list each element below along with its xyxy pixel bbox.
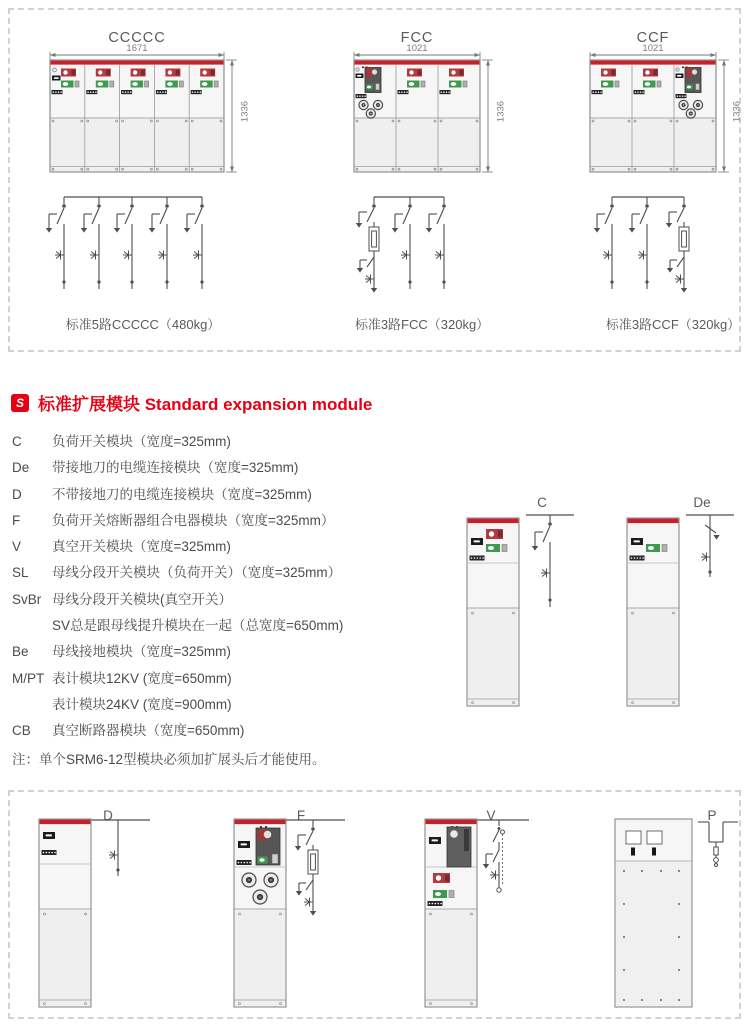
module-row	[12, 666, 452, 692]
s-logo-icon: S	[11, 394, 29, 412]
standard-combinations-panel	[8, 8, 741, 352]
fcc-schematic	[352, 184, 502, 306]
module-v-cabinet	[424, 818, 480, 1010]
figure-module-d	[38, 810, 168, 1015]
module-code	[12, 613, 52, 639]
module-row	[12, 639, 452, 665]
ccf-schematic	[588, 184, 738, 306]
module-row	[12, 482, 452, 508]
note-line: 注：单个SRM6-12型模块必须加扩展头后才能使用。	[12, 752, 326, 767]
module-desc: 母线分段开关模块（负荷开关）（宽度=325mm）	[52, 565, 342, 581]
figure-module-f	[233, 810, 363, 1015]
module-desc: 负荷开关模块（宽度=325mm)	[52, 434, 231, 449]
section-heading-text: 标准扩展模块 Standard expansion module	[38, 395, 373, 414]
height-dimension-label: 1336	[495, 100, 507, 123]
module-code: CB	[12, 723, 31, 739]
module-desc: 母线接地模块（宽度=325mm)	[52, 644, 231, 660]
module-label: F	[296, 808, 306, 823]
module-code: C	[12, 434, 22, 449]
module-f-cabinet	[233, 818, 289, 1010]
module-code: D	[12, 486, 22, 502]
module-d-schematic	[88, 810, 158, 922]
figure-caption: 标准5路CCCCC（480kg）	[65, 317, 221, 332]
module-label: De	[693, 495, 711, 510]
module-p-schematic	[696, 810, 750, 922]
module-code: SvBr	[12, 591, 42, 607]
expansion-modules-panel	[8, 790, 741, 1019]
module-code: M/PT	[12, 670, 45, 686]
fcc-cabinet-drawing	[352, 52, 502, 184]
module-v-schematic	[474, 810, 544, 922]
module-desc: 负荷开关熔断器组合电器模块（宽度=325mm）	[52, 512, 335, 528]
module-de-cabinet	[626, 517, 682, 709]
height-dimension-label: 1336	[239, 100, 251, 123]
figure-module-p	[614, 810, 749, 1015]
width-dimension-label: 1021	[642, 43, 664, 54]
figure-module-c	[466, 495, 586, 715]
module-desc: 表计模块12KV (宽度=650mm)	[52, 670, 232, 686]
module-code: SL	[12, 565, 29, 581]
module-c-cabinet	[466, 517, 522, 709]
module-desc: 真空断路器模块（宽度=650mm)	[52, 723, 245, 739]
figure-title: FCC	[400, 30, 434, 46]
figure-caption: 标准3路CCF（320kg）	[605, 317, 741, 332]
module-label: C	[537, 495, 547, 510]
module-desc: 母线分段开关模块(真空开关）	[52, 591, 232, 607]
module-row	[12, 455, 452, 481]
figure-ccf	[588, 28, 748, 348]
height-dimension-label: 1336	[731, 100, 743, 123]
module-row	[12, 587, 452, 613]
module-code: F	[12, 512, 21, 528]
figure-module-de	[626, 495, 746, 715]
module-label: D	[103, 808, 113, 823]
figure-title: CCF	[636, 30, 670, 46]
figure-module-v	[424, 810, 554, 1015]
module-code	[12, 692, 52, 718]
module-code: Be	[12, 644, 29, 660]
module-desc: 带接地刀的电缆连接模块（宽度=325mm)	[52, 460, 299, 476]
section-heading	[11, 390, 372, 415]
module-row	[12, 508, 452, 534]
module-row	[12, 613, 452, 639]
figure-title: CCCCC	[108, 30, 166, 46]
module-row	[12, 718, 452, 744]
module-desc: 表计模块24KV (宽度=900mm)	[52, 696, 232, 712]
ccf-cabinet-drawing	[588, 52, 738, 184]
module-row	[12, 534, 452, 560]
figure-caption: 标准3路FCC（320kg）	[354, 317, 490, 332]
module-row	[12, 692, 452, 718]
module-f-schematic	[283, 810, 353, 922]
module-desc: 不带接地刀的电缆连接模块（宽度=325mm)	[52, 486, 312, 502]
module-label: P	[707, 808, 717, 823]
figure-fcc	[352, 28, 512, 348]
ccccc-schematic	[48, 184, 256, 306]
module-desc: 真空开关模块（宽度=325mm)	[52, 539, 231, 555]
module-label: V	[486, 808, 496, 823]
module-list	[12, 429, 452, 745]
module-d-cabinet	[38, 818, 94, 1010]
module-desc: SV总是跟母线提升模块在一起（总宽度=650mm)	[52, 618, 344, 634]
module-row	[12, 429, 452, 455]
width-dimension-label: 1021	[406, 43, 428, 54]
figure-ccccc	[48, 28, 258, 348]
module-code: V	[12, 539, 22, 555]
module-row	[12, 560, 452, 586]
width-dimension-label: 1671	[126, 43, 148, 54]
module-code: De	[12, 460, 30, 476]
ccccc-cabinet-drawing	[48, 52, 256, 184]
module-p-cabinet	[614, 818, 693, 1010]
